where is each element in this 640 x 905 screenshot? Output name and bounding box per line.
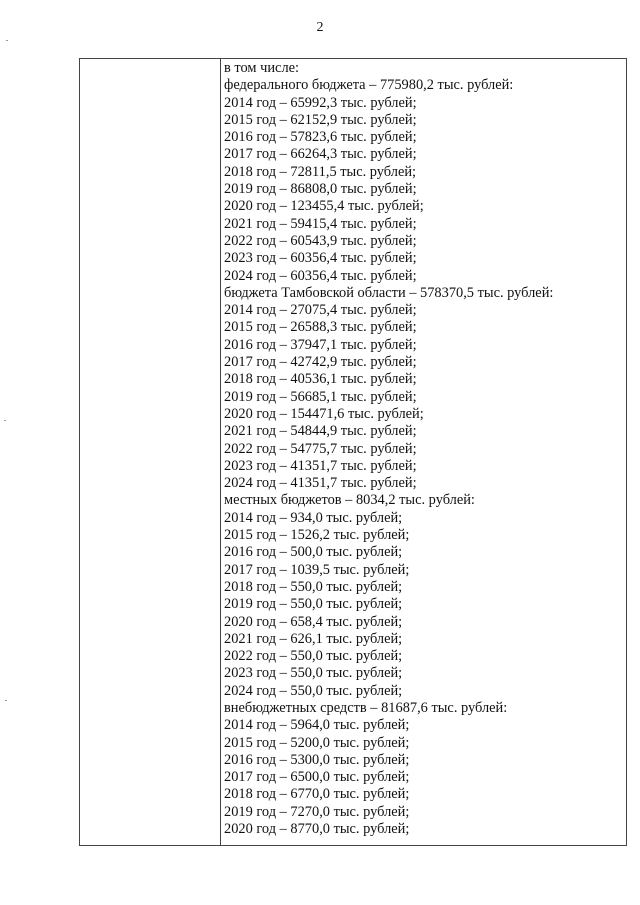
year-amount-line: 2018 год – 40536,1 тыс. рублей; — [224, 371, 417, 388]
year-amount-line: 2016 год – 37947,1 тыс. рублей; — [224, 336, 417, 353]
scan-mark — [4, 420, 6, 421]
year-amount-line: 2014 год – 27075,4 тыс. рублей; — [224, 302, 417, 319]
year-amount-line: 2020 год – 8770,0 тыс. рублей; — [224, 821, 410, 838]
funding-breakdown — [224, 60, 622, 838]
year-amount-line: 2018 год – 550,0 тыс. рублей; — [224, 578, 403, 595]
year-amount-line: 2022 год – 60543,9 тыс. рублей; — [224, 232, 417, 249]
year-amount-line: 2014 год – 934,0 тыс. рублей; — [224, 509, 403, 526]
year-amount-line: 2021 год – 54844,9 тыс. рублей; — [224, 423, 417, 440]
year-amount-line: 2015 год – 1526,2 тыс. рублей; — [224, 527, 410, 544]
funding-table — [79, 58, 627, 846]
year-amount-line: 2017 год – 42742,9 тыс. рублей; — [224, 354, 417, 371]
year-amount-line: 2016 год – 5300,0 тыс. рублей; — [224, 751, 410, 768]
year-amount-line: 2023 год – 41351,7 тыс. рублей; — [224, 457, 417, 474]
column-divider — [220, 59, 221, 845]
scan-mark — [6, 40, 8, 41]
section-heading: внебюджетных средств – 81687,6 тыс. рублей: — [224, 699, 508, 716]
year-amount-line: 2024 год – 60356,4 тыс. рублей; — [224, 267, 417, 284]
year-amount-line: 2023 год – 550,0 тыс. рублей; — [224, 665, 403, 682]
year-amount-line: 2019 год – 7270,0 тыс. рублей; — [224, 803, 410, 820]
year-amount-line: 2024 год – 41351,7 тыс. рублей; — [224, 475, 417, 492]
year-amount-line: 2020 год – 123455,4 тыс. рублей; — [224, 198, 424, 215]
year-amount-line: 2017 год – 1039,5 тыс. рублей; — [224, 561, 410, 578]
year-amount-line: 2019 год – 86808,0 тыс. рублей; — [224, 181, 417, 198]
year-amount-line: 2014 год – 65992,3 тыс. рублей; — [224, 94, 417, 111]
year-amount-line: 2020 год – 154471,6 тыс. рублей; — [224, 405, 424, 422]
year-amount-line: 2019 год – 56685,1 тыс. рублей; — [224, 388, 417, 405]
year-amount-line: 2015 год – 26588,3 тыс. рублей; — [224, 319, 417, 336]
year-amount-line: 2018 год – 72811,5 тыс. рублей; — [224, 163, 417, 180]
year-amount-line: 2020 год – 658,4 тыс. рублей; — [224, 613, 403, 630]
section-heading: федерального бюджета – 775980,2 тыс. рублей: — [224, 77, 514, 94]
year-amount-line: 2024 год – 550,0 тыс. рублей; — [224, 682, 403, 699]
section-heading: местных бюджетов – 8034,2 тыс. рублей: — [224, 492, 475, 509]
year-amount-line: 2015 год – 62152,9 тыс. рублей; — [224, 111, 417, 128]
year-amount-line: 2021 год – 626,1 тыс. рублей; — [224, 630, 403, 647]
year-amount-line: 2023 год – 60356,4 тыс. рублей; — [224, 250, 417, 267]
year-amount-line: 2014 год – 5964,0 тыс. рублей; — [224, 717, 410, 734]
year-amount-line: 2017 год – 66264,3 тыс. рублей; — [224, 146, 417, 163]
intro-text: в том числе: — [224, 60, 300, 76]
year-amount-line: 2016 год – 57823,6 тыс. рублей; — [224, 129, 417, 146]
year-amount-line: 2021 год – 59415,4 тыс. рублей; — [224, 215, 417, 232]
year-amount-line: 2019 год – 550,0 тыс. рублей; — [224, 596, 403, 613]
year-amount-line: 2016 год – 500,0 тыс. рублей; — [224, 544, 403, 561]
page-number: 2 — [316, 20, 324, 35]
section-heading: бюджета Тамбовской области – 578370,5 тыс. рублей: — [224, 284, 554, 301]
year-amount-line: 2015 год – 5200,0 тыс. рублей; — [224, 734, 410, 751]
year-amount-line: 2022 год – 54775,7 тыс. рублей; — [224, 440, 417, 457]
year-amount-line: 2017 год – 6500,0 тыс. рублей; — [224, 769, 410, 786]
year-amount-line: 2022 год – 550,0 тыс. рублей; — [224, 648, 403, 665]
year-amount-line: 2018 год – 6770,0 тыс. рублей; — [224, 786, 410, 803]
scan-mark — [5, 700, 7, 701]
